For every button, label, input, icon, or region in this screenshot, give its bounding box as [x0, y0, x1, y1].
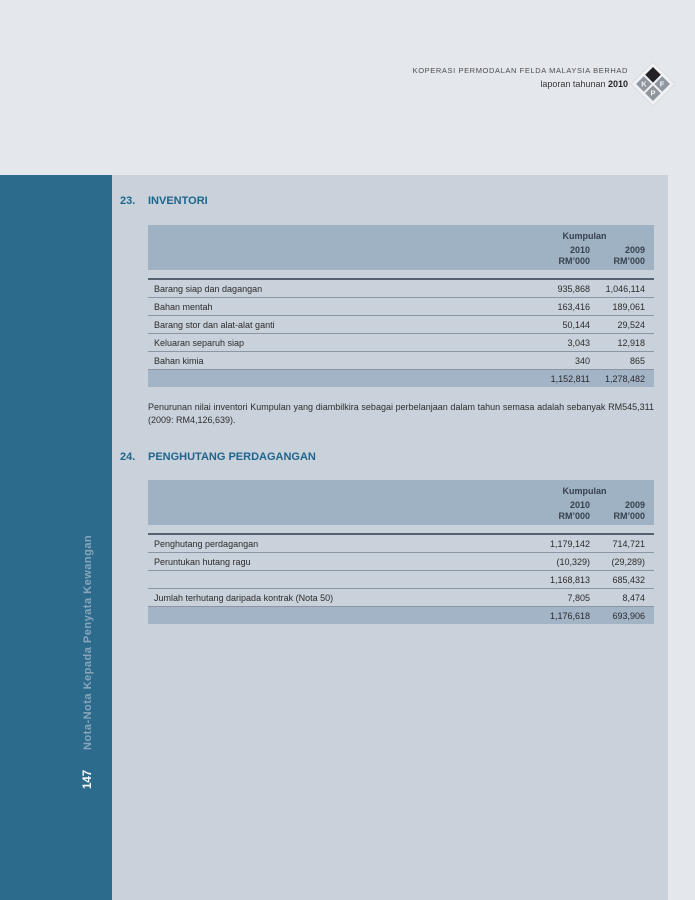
subtotal-value-2010: 1,168,813 — [549, 574, 590, 585]
col-2009-year: 2009 — [624, 500, 645, 510]
penghutang-table-body — [148, 533, 654, 624]
row-value-2009: 189,061 — [612, 301, 645, 312]
row-label: Jumlah terhutang daripada kontrak (Nota 50) — [154, 592, 334, 603]
column-headers — [524, 500, 645, 522]
row-label: Keluaran separuh siap — [154, 337, 245, 348]
col-2009-year: 2009 — [624, 245, 645, 255]
row-value-2009: 865 — [629, 355, 645, 366]
row-label: Penghutang perdagangan — [154, 538, 259, 549]
total-value-2010: 1,176,618 — [549, 610, 590, 621]
inventori-table-header — [148, 225, 654, 270]
table-row — [148, 334, 654, 352]
row-label: Bahan kimia — [154, 355, 204, 366]
tagline-year: 2010 — [607, 79, 628, 89]
row-label: Bahan mentah — [154, 301, 213, 312]
column-headers — [524, 245, 645, 267]
column-header-2009 — [590, 500, 645, 522]
table-row — [148, 280, 654, 298]
total-value-2009: 1,278,482 — [604, 373, 645, 384]
row-value-2010: 935,868 — [557, 283, 590, 294]
row-value-2009: (29,289) — [611, 556, 645, 567]
group-header-label: Kumpulan — [562, 486, 607, 496]
table-row — [148, 316, 654, 334]
column-header-2009 — [590, 245, 645, 267]
row-value-2009: 12,918 — [617, 337, 645, 348]
table-row — [148, 298, 654, 316]
section-23-heading — [120, 195, 208, 207]
col-2010-year: 2010 — [569, 500, 590, 510]
sidebar-vertical-title: Nota-Nota Kepada Penyata Kewangan — [82, 534, 94, 750]
table-row — [148, 553, 654, 571]
section-23-title: INVENTORI — [148, 195, 208, 207]
row-value-2010: (10,329) — [556, 556, 590, 567]
section-24-title: PENGHUTANG PERDAGANGAN — [148, 451, 316, 463]
row-label: Barang stor dan alat-alat ganti — [154, 319, 275, 330]
tagline-prefix: laporan tahunan — [540, 79, 608, 89]
col-2010-year: 2010 — [569, 245, 590, 255]
section-23-number: 23. — [120, 195, 136, 207]
report-header — [413, 66, 628, 89]
table-subtotal-row — [148, 571, 654, 589]
row-value-2010: 7,805 — [567, 592, 590, 603]
row-label: Barang siap dan dagangan — [154, 283, 263, 294]
row-value-2010: 340 — [574, 355, 590, 366]
table-total-row — [148, 370, 654, 387]
row-label: Peruntukan hutang ragu — [154, 556, 251, 567]
row-value-2009: 8,474 — [622, 592, 645, 603]
row-value-2010: 163,416 — [557, 301, 590, 312]
column-header-2010 — [524, 500, 590, 522]
col-2010-unit: RM’000 — [558, 511, 590, 521]
kpf-logo — [630, 61, 676, 107]
total-value-2010: 1,152,811 — [550, 373, 590, 384]
kpf-logo-diamond-icon — [630, 61, 675, 106]
penghutang-table — [148, 480, 654, 624]
row-value-2009: 1,046,114 — [605, 283, 645, 294]
column-header-2010 — [524, 245, 590, 267]
row-value-2010: 50,144 — [562, 319, 590, 330]
logo-letter-k: K — [641, 79, 647, 89]
table-row — [148, 352, 654, 370]
row-value-2010: 1,179,142 — [549, 538, 590, 549]
section-24-heading — [120, 451, 316, 463]
col-2009-unit: RM’000 — [613, 256, 645, 266]
col-2010-unit: RM’000 — [558, 256, 590, 266]
logo-letter-f: F — [659, 79, 665, 89]
section-24-number: 24. — [120, 451, 136, 463]
row-value-2009: 29,524 — [617, 319, 645, 330]
report-tagline — [413, 79, 628, 89]
row-value-2010: 3,043 — [567, 337, 590, 348]
logo-letter-p: P — [650, 88, 656, 98]
group-header-label: Kumpulan — [562, 231, 607, 241]
subtotal-value-2009: 685,432 — [612, 574, 645, 585]
row-value-2009: 714,721 — [612, 538, 645, 549]
penghutang-table-header — [148, 480, 654, 525]
col-2009-unit: RM’000 — [613, 511, 645, 521]
inventori-note: Penurunan nilai inventori Kumpulan yang diambilkira sebagai perbelanjaan dalam tahun semasa adalah sebanyak RM545,311 (2009: RM4,126,639). — [148, 402, 654, 425]
table-row — [148, 535, 654, 553]
sidebar — [0, 175, 112, 900]
company-name: KOPERASI PERMODALAN FELDA MALAYSIA BERHAD — [412, 66, 628, 75]
total-value-2009: 693,906 — [612, 610, 645, 621]
inventori-table-body — [148, 278, 654, 387]
table-row — [148, 589, 654, 607]
content-panel — [112, 175, 668, 900]
table-total-row — [148, 607, 654, 624]
page-number: 147 — [82, 769, 94, 789]
inventori-table — [148, 225, 654, 387]
